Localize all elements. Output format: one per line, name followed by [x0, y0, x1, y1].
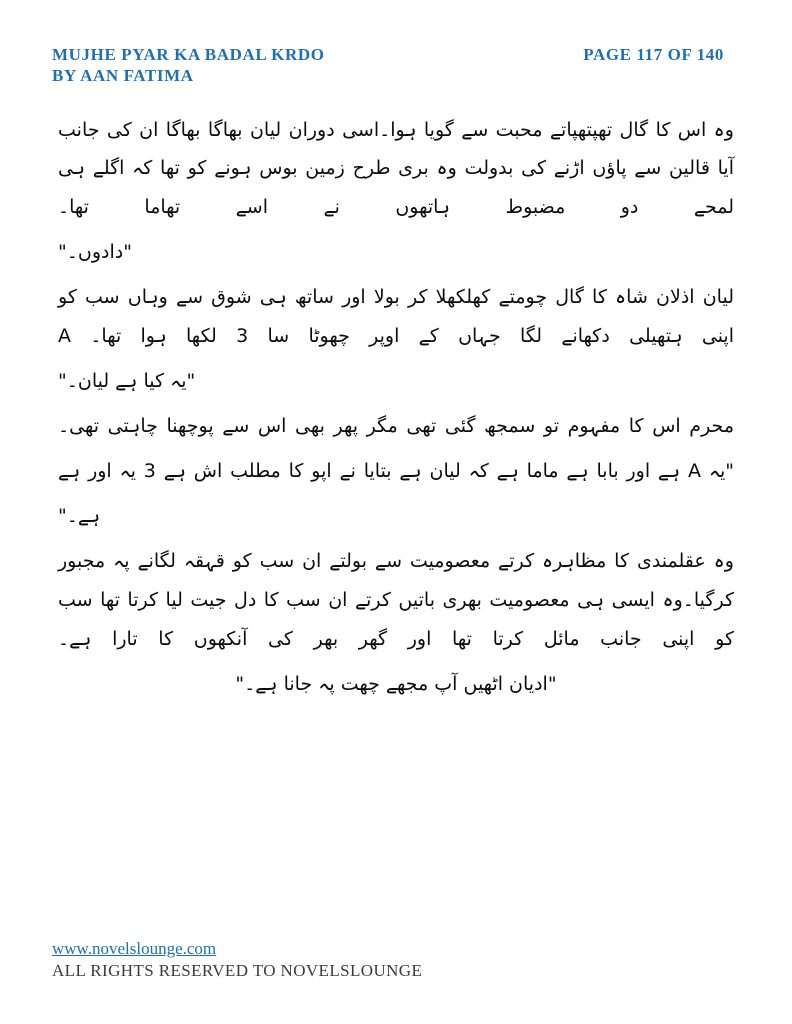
body-paragraph: ہے۔"	[58, 504, 101, 527]
body-paragraph: محرم اس کا مفہوم تو سمجھ گئی تھی مگر پھر بھی اس سے پوچھنا چاہتی تھی۔	[58, 415, 734, 438]
body-paragraph: "یہ A ہے اور بابا ہے ماما ہے کہ لیان ہے بتایا نے اپو کا مطلب اش ہے 3 یہ اور ہے	[58, 460, 734, 482]
website-link[interactable]: www.novelslounge.com	[52, 938, 217, 958]
page-indicator: PAGE 117 OF 140	[583, 45, 724, 64]
body-paragraph: "یہ کیا ہے لیان۔"	[58, 370, 196, 393]
body-paragraph: "دادوں۔"	[58, 241, 132, 264]
book-title: MUJHE PYAR KA BADAL KRDO	[52, 45, 325, 64]
rights-notice: ALL RIGHTS RESERVED TO NOVELSLOUNGE	[52, 960, 423, 980]
page-footer	[52, 938, 422, 982]
header-title-block	[52, 44, 325, 87]
page-body	[52, 111, 740, 704]
page-header	[52, 44, 740, 87]
body-paragraph: وہ عقلمندی کا مظاہرہ کرتے معصومیت سے بولتے ان سب کو قہقہ لگانے پہ مجبور کرگیا۔وہ ایسی ہی معصومیت بھری باتیں کرتے ان سب کا دل جیت لیا کرتا تھا سب کو اپنی جانب مائل کرتا تھا اور گھر بھر کی آنکھوں کا تارا ہے۔	[58, 549, 734, 650]
body-paragraph: "ادیان اٹھیں آپ مجھے چھت پہ جانا ہے۔"	[235, 672, 557, 695]
body-paragraph: وہ اس کا گال تھپتھپاتے محبت سے گویا ہوا۔اسی دوران لیان بھاگا بھاگا ان کی جانب آیا قالین سے پاؤں اڑنے کی بدولت وہ بری طرح زمین بوس ہونے کو تھا کہ اگلے ہی لمحے دو مضبوط ہاتھوں نے اسے تھاما تھا۔	[58, 118, 734, 219]
body-paragraph: لیان اذلان شاہ کا گال چومتے کھلکھلا کر بولا اور ساتھ ہی شوق سے وہاں سب کو اپنی ہتھیلی دکھانے لگا جہاں کے اوپر چھوٹا سا 3 لکھا ہوا تھا۔ A	[58, 286, 734, 348]
book-author: BY AAN FATIMA	[52, 66, 194, 86]
